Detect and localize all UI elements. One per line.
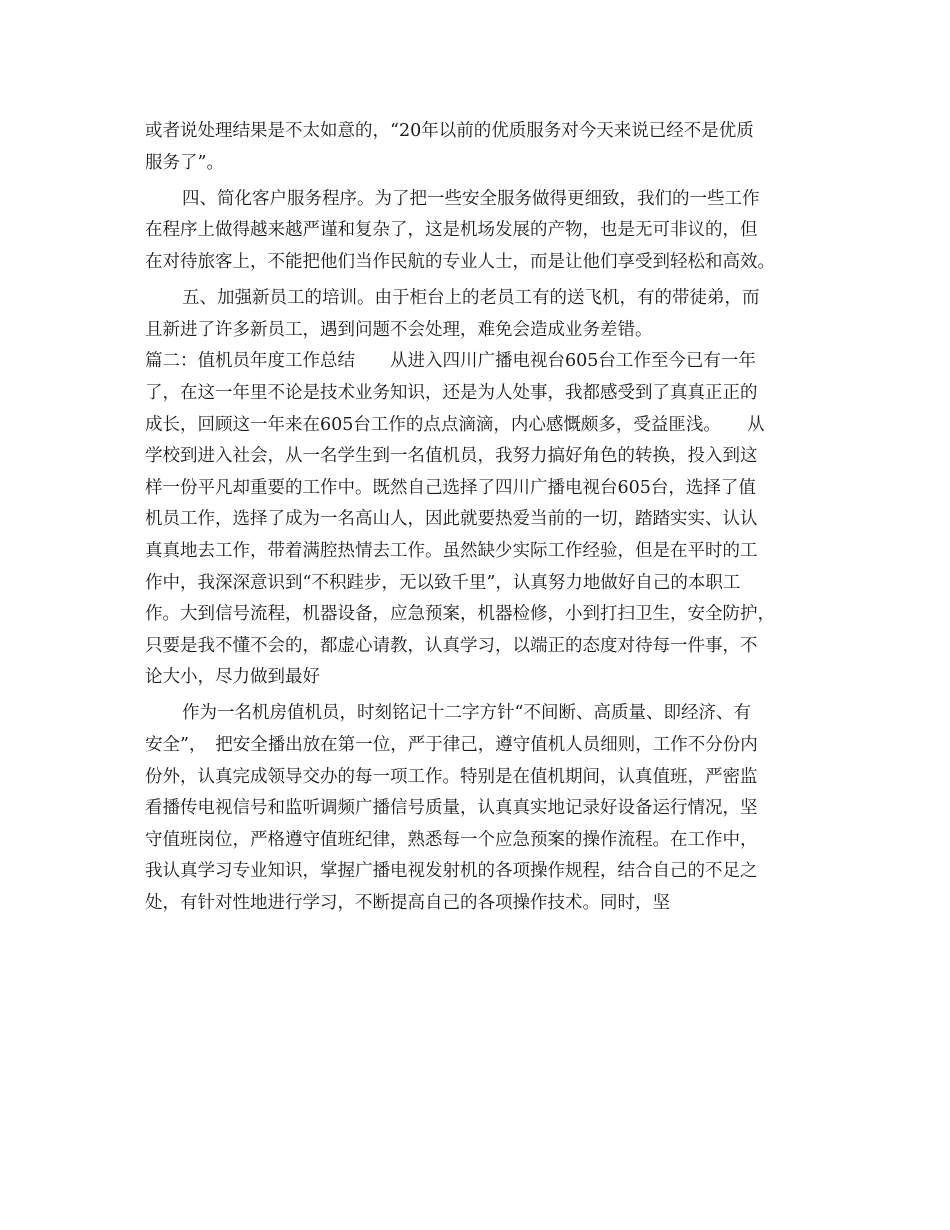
paragraph-start-line: 四、简化客户服务程序。为了把一些安全服务做得更细致，我们的一些工作: [182, 188, 760, 209]
text-line: 安全”， 把安全播出放在第一位，严于律己，遵守值机人员细则，工作不分份内: [145, 735, 758, 756]
text-line: 作。大到信号流程，机器设备，应急预案，机器检修，小到打扫卫生，安全防护，: [145, 604, 775, 625]
section-heading-line: 篇二：值机员年度工作总结 从进入四川广播电视台605台工作至今已有一年: [145, 351, 756, 372]
text-line: 作中，我深深意识到“不积跬步，无以致千里”，认真努力地做好自己的本职工: [145, 572, 741, 593]
text-line: 或者说处理结果是不太如意的，“20年以前的优质服务对今天来说已经不是优质: [145, 121, 754, 141]
text-line: 了，在这一年里不论是技术业务知识，还是为人处事，我都感受到了真真正正的: [145, 382, 758, 403]
text-line: 成长，回顾这一年来在605台工作的点点滴滴，内心感慨颇多，受益匪浅。 从: [145, 414, 765, 435]
text-line: 处，有针对性地进行学习，不断提高自己的各项操作技术。同时，坚: [145, 893, 670, 914]
document-body: [145, 116, 815, 920]
text-line: 我认真学习专业知识，掌握广播电视发射机的各项操作规程，结合自己的不足之: [145, 861, 758, 882]
paragraph-start-line: 五、加强新员工的培训。由于柜台上的老员工有的送飞机，有的带徒弟，而: [182, 288, 760, 309]
text-line: 份外，认真完成领导交办的每一项工作。特别是在值机期间，认真值班，严密监: [145, 766, 758, 787]
text-line: 守值班岗位，严格遵守值班纪律，熟悉每一个应急预案的操作流程。在工作中，: [145, 829, 758, 850]
text-line: 学校到进入社会，从一名学生到一名值机员，我努力搞好角色的转换，投入到这: [145, 446, 758, 467]
text-line: 看播传电视信号和监听调频广播信号质量，认真真实地记录好设备运行情况，坚: [145, 798, 758, 819]
paragraph-start-line: 作为一名机房值机员，时刻铭记十二字方针“不间断、高质量、即经济、有: [182, 703, 751, 724]
text-line: 服务了”。: [145, 152, 224, 173]
text-line: 样一份平凡却重要的工作中。既然自己选择了四川广播电视台605台，选择了值: [145, 477, 756, 498]
text-line: 论大小，尽力做到最好: [145, 667, 320, 688]
text-line: 在程序上做得越来越严谨和复杂了，这是机场发展的产物，也是无可非议的，但: [145, 220, 758, 241]
text-line: 在对待旅客上，不能把他们当作民航的专业人士，而是让他们享受到轻松和高效。: [145, 251, 775, 272]
text-line: 机员工作，选择了成为一名高山人，因此就要热爱当前的一切，踏踏实实、认认: [145, 509, 758, 530]
text-line: 且新进了许多新员工，遇到问题不会处理，难免会造成业务差错。: [145, 319, 653, 340]
text-line: 真真地去工作，带着满腔热情去工作。虽然缺少实际工作经验，但是在平时的工: [145, 540, 758, 561]
text-line: 只要是我不懂不会的，都虚心请教，认真学习，以端正的态度对待每一件事，不: [145, 635, 758, 656]
